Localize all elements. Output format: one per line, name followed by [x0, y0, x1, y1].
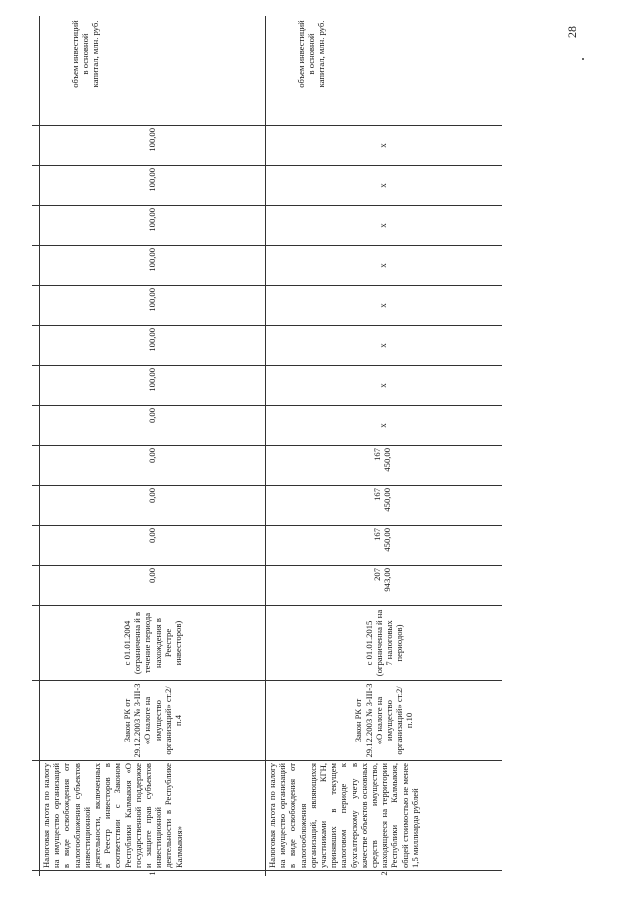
- value-cell: 167 450,00: [266, 485, 502, 525]
- value-cell: 0,00: [40, 485, 265, 525]
- header-cell: [32, 325, 39, 365]
- header-cell: [32, 285, 39, 325]
- value-cell: 0,00: [40, 525, 265, 565]
- header-cell: [32, 565, 39, 605]
- value-cell: 0,00: [40, 565, 265, 605]
- value-cell: x: [266, 205, 502, 245]
- row-number-cell: 2: [266, 870, 502, 876]
- header-cell: [32, 525, 39, 565]
- header-cell: [32, 605, 39, 680]
- value-cell: 100,00: [40, 125, 265, 165]
- value-cell: x: [266, 325, 502, 365]
- header-cell: [32, 680, 39, 760]
- benefit-name-cell: Налоговая льгота по налогу на имущество организаций в виде освобождения от налогообложения организаций, являющихся участниками КГН, принявших в текущем налоговом периоде к бухгалтерскому учету в качестве объектов основных средств имущество, находящееся на территории Республики Калмыкия, общей стоимостью не менее 1,5 миллиарда рублей: [266, 760, 502, 870]
- value-cell: 100,00: [40, 365, 265, 405]
- indicator-cell: объем инвестиций в основной капитал, млн. руб.: [296, 20, 327, 88]
- value-cell: 207 943,00: [266, 565, 502, 605]
- header-cell: [32, 365, 39, 405]
- header-cell: [32, 445, 39, 485]
- value-cell: 100,00: [40, 325, 265, 365]
- header-cell: [32, 125, 39, 165]
- table-header-strip: [32, 16, 40, 876]
- value-cell: x: [266, 125, 502, 165]
- header-cell: [32, 16, 39, 125]
- value-cell: 100,00: [40, 205, 265, 245]
- header-cell: [32, 405, 39, 445]
- row-number-cell: 1: [40, 870, 265, 876]
- value-cell: 0,00: [40, 445, 265, 485]
- value-cell: 167 450,00: [266, 525, 502, 565]
- rotated-document: [32, 16, 502, 876]
- header-cell: [32, 205, 39, 245]
- header-cell: [32, 165, 39, 205]
- value-cell: 100,00: [40, 245, 265, 285]
- table-row: [266, 16, 502, 876]
- header-cell: [32, 245, 39, 285]
- indicator-cell: объем инвестиций в основной капитал, млн. руб.: [70, 20, 101, 88]
- value-cell: x: [266, 165, 502, 205]
- legal-basis-cell: Закон РК от 29.12.2003 № 3-III-З «О налоге на имущество организаций» ст.2/п.4: [40, 680, 265, 760]
- table-row: [40, 16, 266, 876]
- value-cell: x: [266, 245, 502, 285]
- validity-term-cell: с 01.01.2004 (ограниченна й в течение периода нахождения в Реестре инвесторов): [40, 605, 265, 680]
- value-cell: 167 450,00: [266, 445, 502, 485]
- scan-speck: [582, 58, 584, 60]
- header-cell: [32, 760, 39, 870]
- value-cell: 100,00: [40, 165, 265, 205]
- benefits-table: [32, 16, 502, 876]
- value-cell: x: [266, 365, 502, 405]
- legal-basis-cell: Закон РК от 29.12.2003 № 3-III-З «О налоге на имущество организаций» ст.2/п.10: [266, 680, 502, 760]
- header-cell: [32, 870, 39, 876]
- validity-term-cell: с 01.01.2015 (ограниченна й на 7 налоговых периодов): [266, 605, 502, 680]
- value-cell: 100,00: [40, 285, 265, 325]
- header-cell: [32, 485, 39, 525]
- value-cell: x: [266, 285, 502, 325]
- page-number: 28: [565, 26, 579, 38]
- value-cell: 0,00: [40, 405, 265, 445]
- value-cell: x: [266, 405, 502, 445]
- benefit-name-cell: Налоговая льгота по налогу на имущество организаций в виде освобождения от налогообложения субъектов инвестиционной деятельности, включенных в Реестр инвесторов в соответствии с Законом Республики Калмыкия «О государственной поддержке и защите прав субъектов инвестиционной деятельности в Республике Калмыкия»: [40, 760, 265, 870]
